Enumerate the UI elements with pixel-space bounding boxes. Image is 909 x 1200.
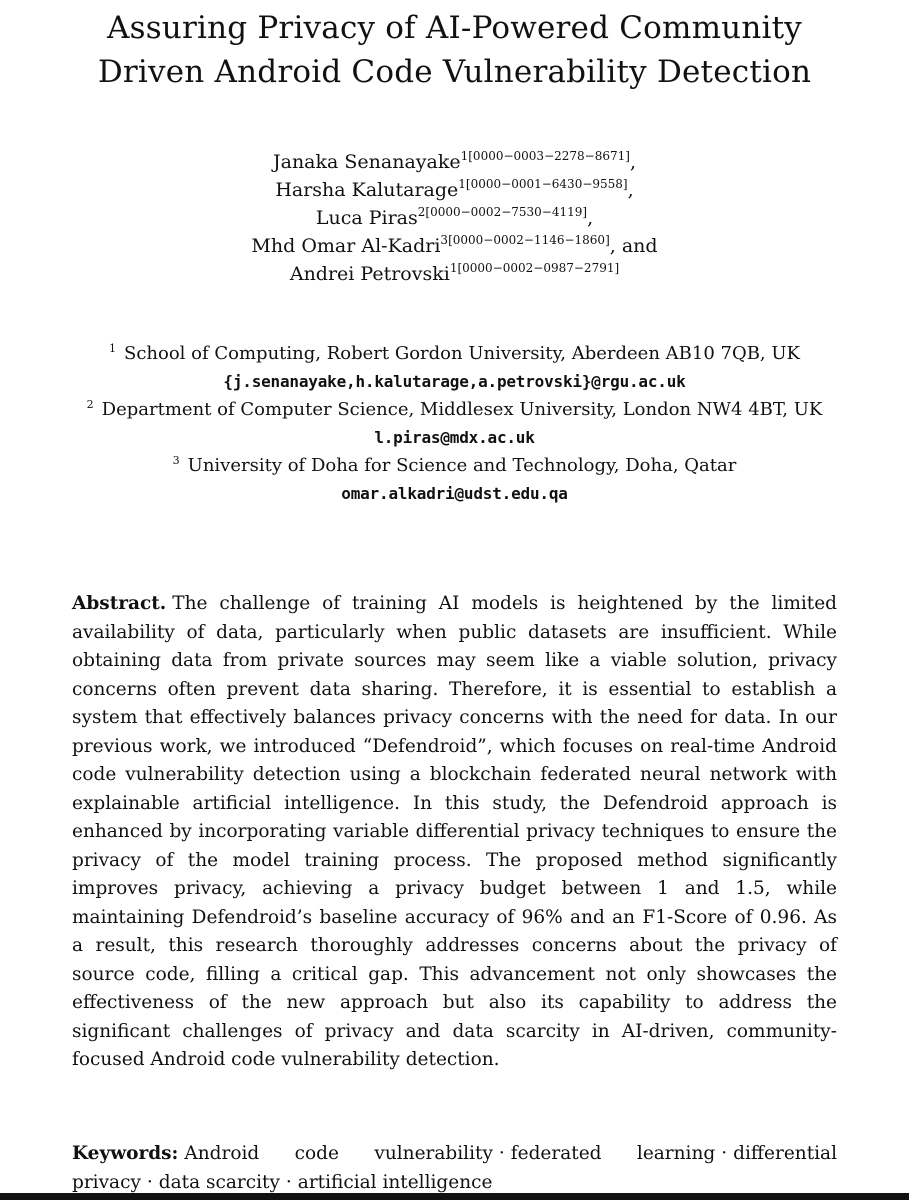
- author-affiliation-number: 3: [440, 232, 449, 247]
- author-name: Janaka Senanayake: [273, 151, 461, 173]
- affiliation-text: School of Computing, Robert Gordon University, Aberdeen AB10 7QB, UK: [123, 343, 800, 364]
- keyword-item: data scarcity: [158, 1171, 280, 1193]
- page-bottom-edge: [0, 1193, 909, 1200]
- author-name: Harsha Kalutarage: [275, 179, 459, 201]
- author-separator: , and: [609, 235, 658, 257]
- author-affiliation-number: 1: [458, 176, 466, 191]
- affiliation-text: University of Doha for Science and Technology, Doha, Qatar: [187, 455, 737, 476]
- author-orcid: [0000−0001−6430−9558]: [465, 176, 628, 191]
- keyword-item: differential privacy: [72, 1143, 837, 1193]
- author-entry: [0, 232, 909, 260]
- author-separator: ,: [627, 179, 634, 201]
- author-entry: [0, 260, 909, 288]
- affiliation-email: l.piras@mdx.ac.uk: [374, 428, 535, 447]
- affiliation-email: omar.alkadri@udst.edu.qa: [341, 484, 568, 503]
- author-entry: [0, 148, 909, 176]
- abstract-text: The challenge of training AI models is heightened by the limited availability of data, particularly when public datasets are insufficient. While obtaining data from private sources may seem like a viable solution, privacy concerns often prevent data sharing. Therefore, it is essential to establish a system that effectively balances privacy concerns with the need for data. In our previous work, we introduced “Defendroid”, which focuses on real-time Android code vulnerability detection using a blockchain federated neural network with explainable artificial intelligence. In this study, the Defendroid approach is enhanced by incorporating variable differential privacy techniques to ensure the privacy of the model training process. The proposed method significantly improves privacy, achieving a privacy budget between 1 and 1.5, while maintaining Defendroid’s baseline accuracy of 96% and an F1-Score of 0.96. As a result, this research thoroughly addresses concerns about the privacy of source code, filling a critical gap. This advancement not only showcases the effectiveness of the new approach but also its capability to address the significant challenges of privacy and data scarcity in AI-driven, community-focused Android code vulnerability detection.: [72, 593, 837, 1070]
- author-separator: ,: [629, 151, 636, 173]
- author-affiliation-number: 1: [460, 148, 469, 163]
- affiliation-number: 1: [108, 342, 116, 355]
- affiliation-email: {j.senanayake,h.kalutarage,a.petrovski}@rgu.ac.uk: [223, 372, 686, 391]
- abstract-heading: Abstract.: [72, 593, 167, 614]
- author-separator: ,: [587, 207, 594, 229]
- author-name: Luca Piras: [315, 207, 418, 229]
- paper-title: [0, 6, 909, 94]
- author-entry: [0, 176, 909, 204]
- affiliation-number: 2: [86, 398, 94, 411]
- author-orcid: [0000−0002−7530−4119]: [425, 204, 588, 219]
- author-entry: [0, 204, 909, 232]
- abstract-section: [72, 590, 837, 1075]
- author-affiliation-number: 1: [449, 260, 458, 275]
- title-line-1: Assuring Privacy of AI-Powered Community: [107, 10, 802, 46]
- keywords-section: [72, 1140, 837, 1197]
- keyword-item: artificial intelligence: [297, 1171, 493, 1193]
- affiliation-text: Department of Computer Science, Middlesex University, London NW4 4BT, UK: [101, 399, 823, 420]
- affiliation-entry: [0, 396, 909, 424]
- affiliation-list: [0, 340, 909, 508]
- author-list: [0, 148, 909, 288]
- affiliation-entry: [0, 340, 909, 368]
- author-orcid: [0000−0002−1146−1860]: [448, 232, 610, 247]
- keyword-separator: ·: [146, 1171, 153, 1193]
- title-line-2: Driven Android Code Vulnerability Detection: [97, 54, 812, 90]
- keyword-separator: ·: [721, 1143, 728, 1164]
- author-name: Andrei Petrovski: [289, 263, 450, 285]
- keywords-heading: Keywords:: [72, 1143, 179, 1164]
- author-name: Mhd Omar Al-Kadri: [251, 235, 441, 257]
- keyword-item: federated learning: [510, 1143, 716, 1164]
- affiliation-number: 3: [172, 454, 180, 467]
- affiliation-entry: [0, 452, 909, 480]
- author-orcid: [0000−0003−2278−8671]: [468, 148, 630, 163]
- keyword-separator: ·: [285, 1171, 292, 1193]
- author-affiliation-number: 2: [417, 204, 426, 219]
- keyword-item: Android code vulnerability: [184, 1143, 493, 1164]
- author-orcid: [0000−0002−0987−2791]: [457, 260, 620, 275]
- keyword-separator: ·: [498, 1143, 505, 1164]
